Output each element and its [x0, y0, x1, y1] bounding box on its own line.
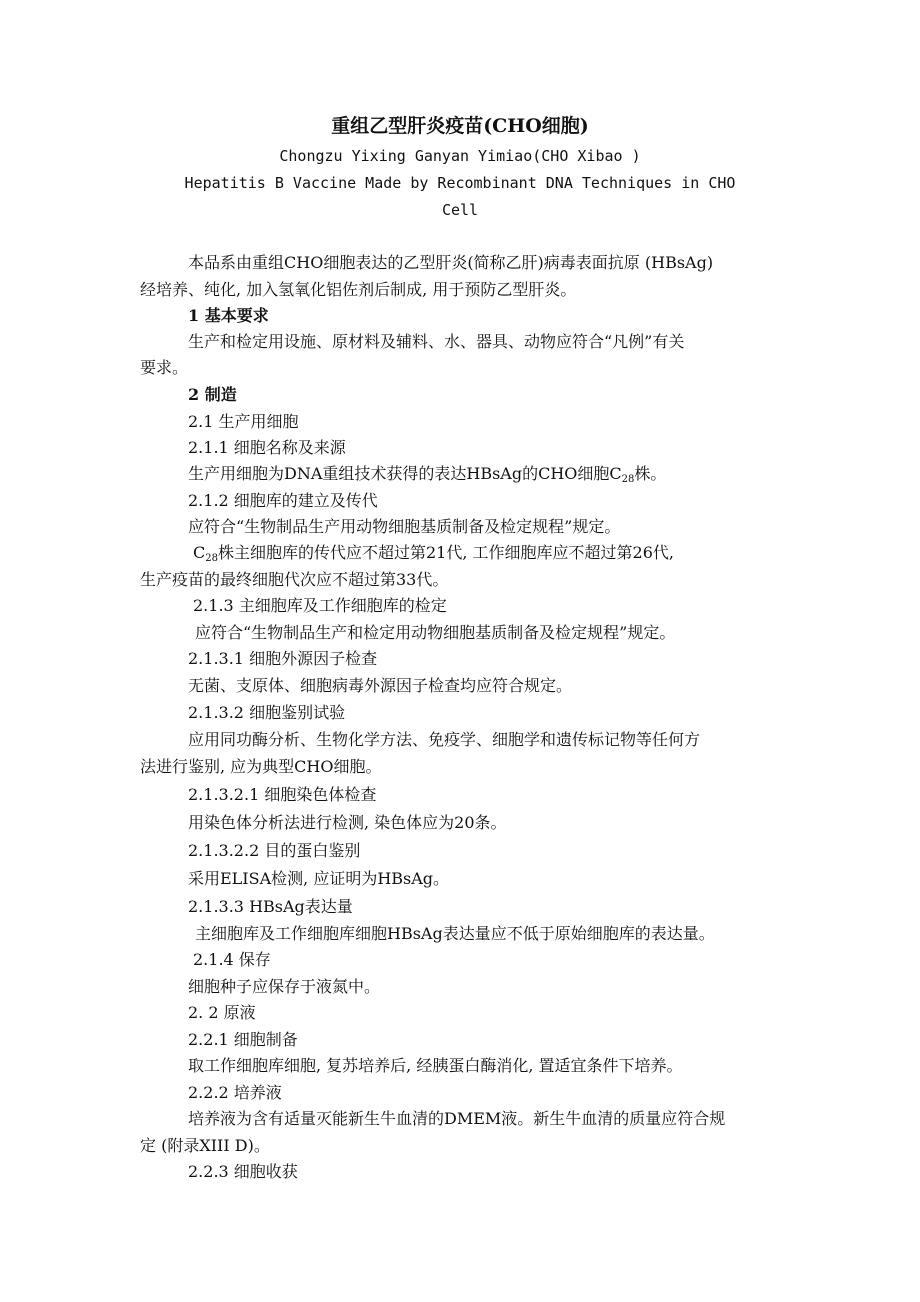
section-2-1-3-text: 应符合“生物制品生产和检定用动物细胞基质制备及检定规程”规定。: [195, 623, 676, 642]
section-2-1-4-heading: 2.1.4 保存: [193, 950, 271, 969]
intro-line-2: 经培养、纯化, 加入氢氧化铝佐剂后制成, 用于预防乙型肝炎。: [140, 280, 577, 299]
section-2-1-3-heading: 2.1.3 主细胞库及工作细胞库的检定: [193, 596, 447, 615]
section-2-1-3-2-1-text: 用染色体分析法进行检测, 染色体应为20条。: [188, 813, 507, 832]
section-2-1-3-2-text-line-2: 法进行鉴别, 应为典型CHO细胞。: [140, 757, 382, 776]
section-1-text-line-1: 生产和检定用设施、原材料及辅料、水、器具、动物应符合“凡例”有关: [188, 332, 685, 351]
text-segment: 株。: [634, 464, 667, 483]
subscript-number: 28: [205, 553, 218, 564]
section-2-1-3-2-2-text: 采用ELISA检测, 应证明为HBsAg。: [188, 869, 450, 888]
section-2-2-heading: 2. 2 原液: [188, 1003, 256, 1022]
subtitle-pinyin: Chongzu Yixing Ganyan Yimiao(CHO Xibao ): [279, 147, 641, 165]
section-2-1-2-heading: 2.1.2 细胞库的建立及传代: [188, 491, 378, 510]
section-2-1-1-text: [188, 463, 666, 485]
section-2-1-2-passage-line-1: [193, 542, 674, 564]
section-2-1-3-2-2-heading: 2.1.3.2.2 目的蛋白鉴别: [188, 841, 361, 860]
section-2-1-3-2-1-heading: 2.1.3.2.1 细胞染色体检查: [188, 785, 377, 804]
section-2-2-2-heading: 2.2.2 培养液: [188, 1083, 282, 1102]
text-segment: 株主细胞库的传代应不超过第21代, 工作细胞库应不超过第26代,: [217, 543, 674, 562]
section-2-2-1-heading: 2.2.1 细胞制备: [188, 1030, 298, 1049]
section-2-1-4-text: 细胞种子应保存于液氮中。: [188, 977, 381, 996]
subtitle-english-line-1: Hepatitis B Vaccine Made by Recombinant DNA Techniques in CHO: [184, 174, 736, 192]
subtitle-english-line-2: Cell: [441, 201, 479, 219]
section-2-1-3-2-text-line-1: 应用同功酶分析、生物化学方法、免疫学、细胞学和遗传标记物等任何方: [188, 730, 701, 749]
section-2-2-2-text-line-2: 定 (附录XIII D)。: [140, 1136, 270, 1155]
section-2-2-3-heading: 2.2.3 细胞收获: [188, 1162, 298, 1181]
text-segment: C: [193, 543, 206, 562]
text-segment: 生产用细胞为DNA重组技术获得的表达HBsAg的CHO细胞C: [188, 464, 622, 483]
section-1-heading: 1 基本要求: [188, 306, 269, 325]
section-2-2-2-text-line-1: 培养液为含有适量灭能新生牛血清的DMEM液。新生牛血清的质量应符合规: [188, 1109, 726, 1128]
section-2-1-3-2-heading: 2.1.3.2 细胞鉴别试验: [188, 703, 346, 722]
section-2-1-2-text: 应符合“生物制品生产用动物细胞基质制备及检定规程”规定。: [188, 517, 621, 536]
document-title: 重组乙型肝炎疫苗(CHO细胞): [331, 115, 589, 137]
section-2-1-3-3-text: 主细胞库及工作细胞库细胞HBsAg表达量应不低于原始细胞库的表达量。: [195, 924, 715, 943]
section-2-heading: 2 制造: [188, 385, 237, 404]
section-2-1-1-heading: 2.1.1 细胞名称及来源: [188, 438, 346, 457]
section-2-1-3-1-text: 无菌、支原体、细胞病毒外源因子检查均应符合规定。: [188, 676, 573, 695]
subscript-number: 28: [621, 474, 635, 485]
intro-line-1: 本品系由重组CHO细胞表达的乙型肝炎(简称乙肝)病毒表面抗原 (HBsAg): [188, 253, 714, 272]
section-2-1-3-3-heading: 2.1.3.3 HBsAg表达量: [188, 897, 353, 916]
section-2-1-2-passage-line-2: 生产疫苗的最终细胞代次应不超过第33代。: [140, 570, 449, 589]
section-2-1-heading: 2.1 生产用细胞: [188, 412, 299, 431]
section-2-2-1-text: 取工作细胞库细胞, 复苏培养后, 经胰蛋白酶消化, 置适宜条件下培养。: [188, 1056, 683, 1075]
section-1-text-line-2: 要求。: [140, 358, 189, 377]
section-2-1-3-1-heading: 2.1.3.1 细胞外源因子检查: [188, 649, 378, 668]
